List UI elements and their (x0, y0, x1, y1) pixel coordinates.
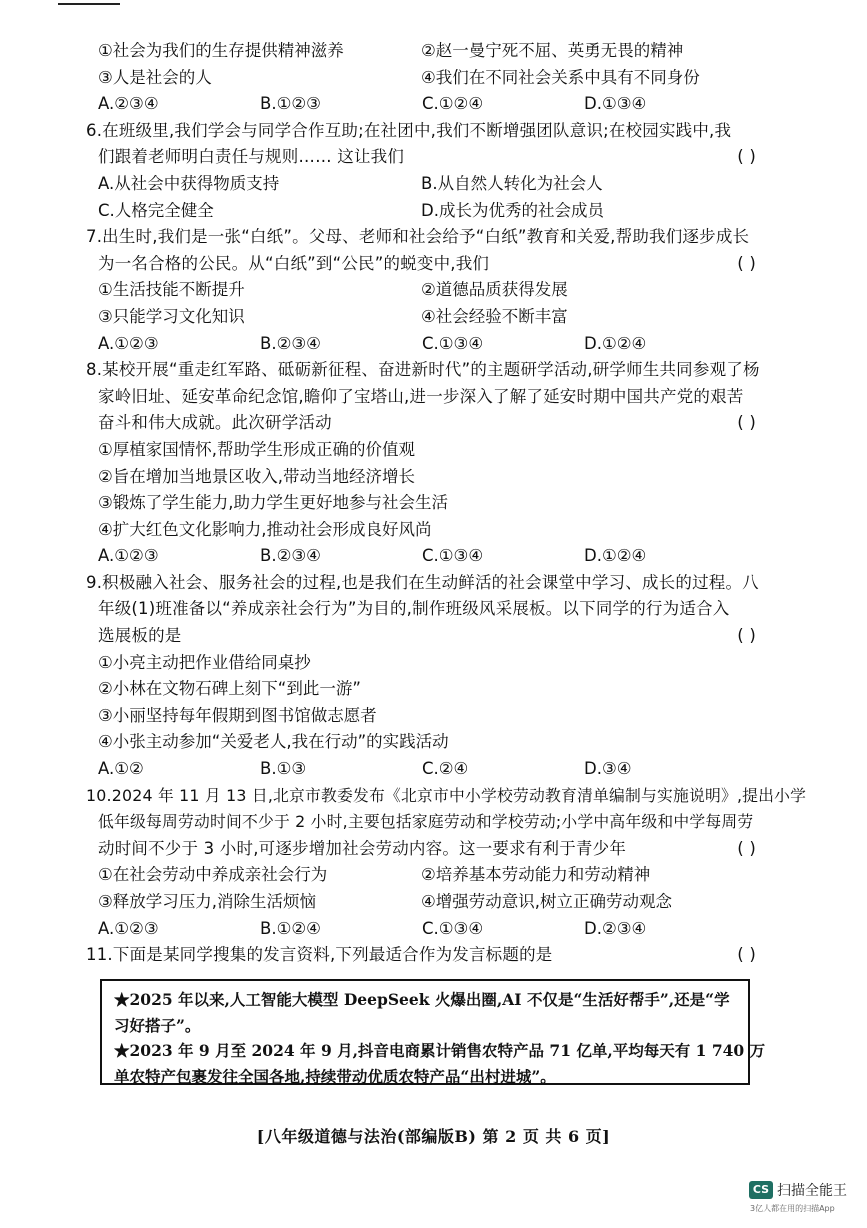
scanner-brand: 扫描全能王 (777, 1183, 847, 1199)
q5-choices (98, 91, 758, 118)
choice-c: C.①③④ (422, 333, 484, 353)
choice-d: D.①③④ (584, 94, 647, 114)
scanner-tagline: 3亿人都在用的扫描App (750, 1204, 835, 1213)
page-footer: [八年级道德与法治(部编版B) 第 2 页 共 6 页] (256, 1127, 611, 1146)
q8-item: ①厚植家国情怀,帮助学生形成正确的价值观 (98, 439, 416, 459)
q5-options-row-1 (98, 38, 758, 65)
material-line: 习好搭子”。 (114, 1015, 201, 1035)
q10-options-row-1 (98, 862, 758, 889)
q8-item: ③锻炼了学生能力,助力学生更好地参与社会生活 (98, 493, 449, 513)
q8-item: ②旨在增加当地景区收入,带动当地经济增长 (98, 466, 416, 486)
q11-material-box (100, 979, 766, 1086)
answer-blank[interactable]: ( ) (737, 626, 756, 646)
q9-item: ②小林在文物石碑上刻下“到此一游” (98, 679, 361, 699)
q6-stem-text: 们跟着老师明白责任与规则…… 这让我们 (98, 147, 405, 167)
q11-stem-text: 11.下面是某同学搜集的发言资料,下列最适合作为发言标题的是 (86, 945, 553, 965)
q7-option: ①生活技能不断提升 (98, 280, 245, 300)
scanner-watermark (749, 1180, 847, 1200)
q6-stem-line-1: 6.在班级里,我们学会与同学合作互助;在社团中,我们不断增强团队意识;在校园实践中,我 (86, 120, 732, 140)
choice-a: A.从社会中获得物质支持 (98, 173, 280, 193)
choice-a: A.②③④ (98, 94, 159, 114)
q10-option: ④增强劳动意识,树立正确劳动观念 (421, 892, 673, 911)
material-line: ★2025 年以来,人工智能大模型 DeepSeek 火爆出圈,AI 不仅是“生活好帮手”,还是“学 (114, 990, 730, 1009)
q10-stem-text: 动时间不少于 3 小时,可逐步增加社会劳动内容。这一要求有利于青少年 (98, 838, 627, 858)
q7-stem-text: 为一名合格的公民。从“白纸”到“公民”的蜕变中,我们 (98, 253, 490, 273)
q5-option: ①社会为我们的生存提供精神滋养 (98, 41, 344, 60)
q9-stem-line-3 (98, 623, 758, 650)
q7-option: ④社会经验不断丰富 (421, 306, 568, 326)
answer-blank[interactable]: ( ) (737, 838, 756, 858)
q10-option: ①在社会劳动中养成亲社会行为 (98, 865, 328, 885)
q5-option: ③人是社会的人 (98, 67, 212, 87)
q8-stem-line-1: 8.某校开展“重走红军路、砥砺新征程、奋进新时代”的主题研学活动,研学师生共同参观了杨 (86, 360, 760, 380)
q10-stem-line-3 (98, 836, 758, 863)
choice-b: B.①②③ (260, 94, 321, 114)
q7-stem-line-2 (98, 251, 758, 278)
q8-stem-line-2: 家岭旧址、延安革命纪念馆,瞻仰了宝塔山,进一步深入了解了延安时期中国共产党的艰苦 (98, 386, 744, 406)
q9-choices (98, 756, 758, 783)
q10-option: ③释放学习压力,消除生活烦恼 (98, 892, 317, 911)
q8-item: ④扩大红色文化影响力,推动社会形成良好风尚 (98, 519, 432, 539)
choice-d: D.①②④ (584, 333, 647, 353)
choice-a: A.①②③ (98, 333, 159, 353)
q8-stem-line-3 (98, 410, 758, 437)
q10-options-row-2 (98, 889, 758, 916)
choice-c: C.①②④ (422, 94, 484, 114)
choice-b: B.①③ (260, 759, 307, 779)
q11-stem (86, 942, 758, 969)
q6-options-row-2 (98, 198, 758, 225)
material-line: 单农特产包裹发往全国各地,持续带动优质农特产品“出村进城”。 (114, 1066, 556, 1086)
q7-stem-line-1: 7.出生时,我们是一张“白纸”。父母、老师和社会给予“白纸”教育和关爱,帮助我们逐步成长 (86, 227, 750, 247)
q7-option: ③只能学习文化知识 (98, 306, 245, 326)
choice-d: D.③④ (584, 759, 632, 779)
q6-options-row-1 (98, 171, 758, 198)
top-rule (58, 3, 120, 5)
choice-a: A.①②③ (98, 546, 159, 566)
q9-item: ①小亮主动把作业借给同桌抄 (98, 652, 311, 672)
q9-item: ③小丽坚持每年假期到图书馆做志愿者 (98, 705, 377, 725)
q10-option: ②培养基本劳动能力和劳动精神 (421, 865, 651, 885)
q7-option: ②道德品质获得发展 (421, 280, 568, 300)
choice-a: A.①②③ (98, 918, 159, 938)
answer-blank[interactable]: ( ) (737, 253, 756, 273)
q5-option: ④我们在不同社会关系中具有不同身份 (421, 67, 700, 87)
choice-c: C.②④ (422, 759, 469, 779)
choice-b: B.①②④ (260, 918, 321, 938)
q10-stem-line-1: 10.2024 年 11 月 13 日,北京市教委发布《北京市中小学校劳动教育清单编制与实施说明》,提出小学 (86, 785, 807, 805)
q7-options-row-1 (98, 277, 758, 304)
camscanner-icon: CS (749, 1181, 773, 1199)
q8-stem-text: 奋斗和伟大成就。此次研学活动 (98, 413, 332, 433)
choice-c: C.①③④ (422, 546, 484, 566)
choice-b: B.②③④ (260, 546, 321, 566)
choice-b: B.②③④ (260, 333, 321, 353)
q7-choices (98, 331, 758, 358)
q10-choices (98, 916, 758, 943)
q7-options-row-2 (98, 304, 758, 331)
q9-item: ④小张主动参加“关爱老人,我在行动”的实践活动 (98, 732, 449, 752)
q5-options-row-2 (98, 65, 758, 92)
answer-blank[interactable]: ( ) (737, 945, 756, 965)
q9-stem-text: 选展板的是 (98, 626, 182, 646)
choice-a: A.①② (98, 759, 144, 779)
choice-d: D.②③④ (584, 918, 647, 938)
answer-blank[interactable]: ( ) (737, 413, 756, 433)
exam-page (86, 38, 807, 969)
choice-c: C.人格完全健全 (98, 200, 214, 220)
q5-option: ②赵一曼宁死不屈、英勇无畏的精神 (421, 41, 684, 60)
choice-b: B.从自然人转化为社会人 (421, 173, 603, 193)
q9-stem-line-2: 年级(1)班准备以“养成亲社会行为”为目的,制作班级风采展板。以下同学的行为适合入 (98, 599, 730, 619)
choice-d: D.①②④ (584, 546, 647, 566)
material-line: ★2023 年 9 月至 2024 年 9 月,抖音电商累计销售农特产品 71 亿单,平均每天有 1 740 万 (114, 1041, 766, 1060)
q6-stem-line-2 (98, 144, 758, 171)
answer-blank[interactable]: ( ) (737, 147, 756, 167)
q8-choices (98, 543, 758, 570)
choice-d: D.成长为优秀的社会成员 (421, 200, 604, 220)
q10-stem-line-2: 低年级每周劳动时间不少于 2 小时,主要包括家庭劳动和学校劳动;小学中高年级和中学每周劳 (98, 812, 754, 832)
choice-c: C.①③④ (422, 918, 484, 938)
q9-stem-line-1: 9.积极融入社会、服务社会的过程,也是我们在生动鲜活的社会课堂中学习、成长的过程。八 (86, 572, 759, 592)
